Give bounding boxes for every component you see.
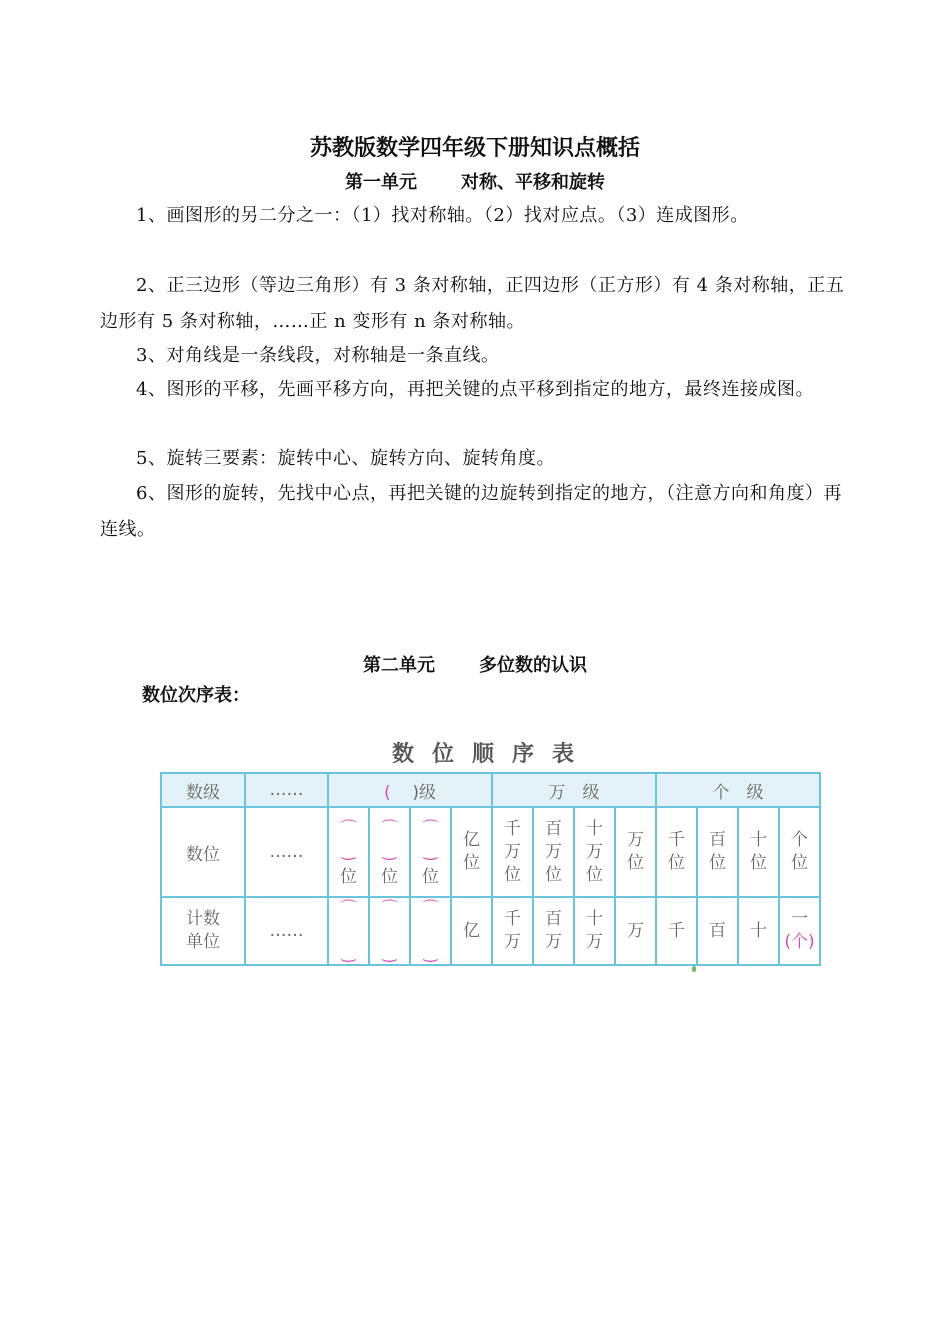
- stray-mark: [692, 966, 696, 972]
- unit-cell-ones: 一 (个): [779, 897, 820, 965]
- place-blank-cell: ⌒ ‿ 位: [369, 807, 410, 897]
- place-value-subheading: 数位次序表：: [142, 685, 250, 706]
- table-row-unit: [161, 897, 820, 965]
- place-cell: 十 万 位: [574, 807, 615, 897]
- unit-cell: 十 万: [574, 897, 615, 965]
- place-cell: 百 位: [697, 807, 738, 897]
- place-cell: 亿 位: [451, 807, 492, 897]
- unit-1-point-4: 4、图形的平移，先画平移方向，再把关键的点平移到指定的地方，最终连接成图。: [136, 379, 814, 400]
- place-row-dots: ……: [245, 807, 328, 897]
- unit-row-dots: ……: [245, 897, 328, 965]
- place-cell: 千 位: [656, 807, 697, 897]
- unit-2-label: 第二单元: [363, 655, 435, 676]
- table-row-place: [161, 807, 820, 897]
- unit-cell: 亿: [451, 897, 492, 965]
- unit-blank-cell: ⌒ ‿: [369, 897, 410, 965]
- place-value-table-title: 数位顺序表: [391, 742, 592, 767]
- header-cell-level: 数级: [161, 773, 245, 807]
- document-title: 苏教版数学四年级下册知识点概括: [309, 136, 640, 161]
- unit-2-heading: [0, 651, 950, 677]
- blank-level-open: (: [384, 782, 391, 803]
- unit-2-topic: 多位数的认识: [479, 655, 587, 676]
- unit-1-point-5: 5、旋转三要素：旋转中心、旋转方向、旋转角度。: [136, 448, 555, 469]
- unit-cell: 千 万: [492, 897, 533, 965]
- header-cell-dots: ……: [245, 773, 328, 807]
- header-cell-blank-level: [328, 773, 492, 807]
- place-blank-cell: ⌒ ‿ 位: [410, 807, 451, 897]
- place-cell: 万 位: [615, 807, 656, 897]
- unit-blank-cell: ⌒ ‿: [410, 897, 451, 965]
- unit-1-label: 第一单元: [345, 172, 417, 193]
- place-blank-cell: ⌒ ‿ 位: [328, 807, 369, 897]
- unit-blank-cell: ⌒ ‿: [328, 897, 369, 965]
- unit-1-point-6: 6、图形的旋转，先找中心点，再把关键的边旋转到指定的地方，（注意方向和角度）再连线。: [100, 483, 842, 540]
- header-cell-wan-level: 万 级: [492, 773, 656, 807]
- place-row-label: 数位: [161, 807, 245, 897]
- unit-1-point-2: 2、正三边形（等边三角形）有 3 条对称轴，正四边形（正方形）有 4 条对称轴，正五边形有 5 条对称轴，……正 n 变形有 n 条对称轴。: [100, 275, 845, 332]
- place-cell: 十 位: [738, 807, 779, 897]
- table-row-levels: [161, 773, 820, 807]
- place-cell: 个 位: [779, 807, 820, 897]
- unit-cell: 百: [697, 897, 738, 965]
- unit-1-heading: [0, 168, 950, 194]
- unit-cell: 千: [656, 897, 697, 965]
- unit-cell: 万: [615, 897, 656, 965]
- unit-1-point-1: 1、画图形的另二分之一：（1）找对称轴。（2）找对应点。（3）连成图形。: [136, 205, 749, 226]
- unit-cell: 百 万: [533, 897, 574, 965]
- blank-level-close: )级: [412, 782, 436, 803]
- unit-1-point-3: 3、对角线是一条线段，对称轴是一条直线。: [136, 345, 500, 366]
- header-cell-ge-level: 个 级: [656, 773, 820, 807]
- unit-cell: 十: [738, 897, 779, 965]
- place-value-table: [160, 772, 821, 966]
- unit-1-topic: 对称、平移和旋转: [461, 172, 605, 193]
- place-cell: 千 万 位: [492, 807, 533, 897]
- unit-row-label: 计数 单位: [161, 897, 245, 965]
- place-cell: 百 万 位: [533, 807, 574, 897]
